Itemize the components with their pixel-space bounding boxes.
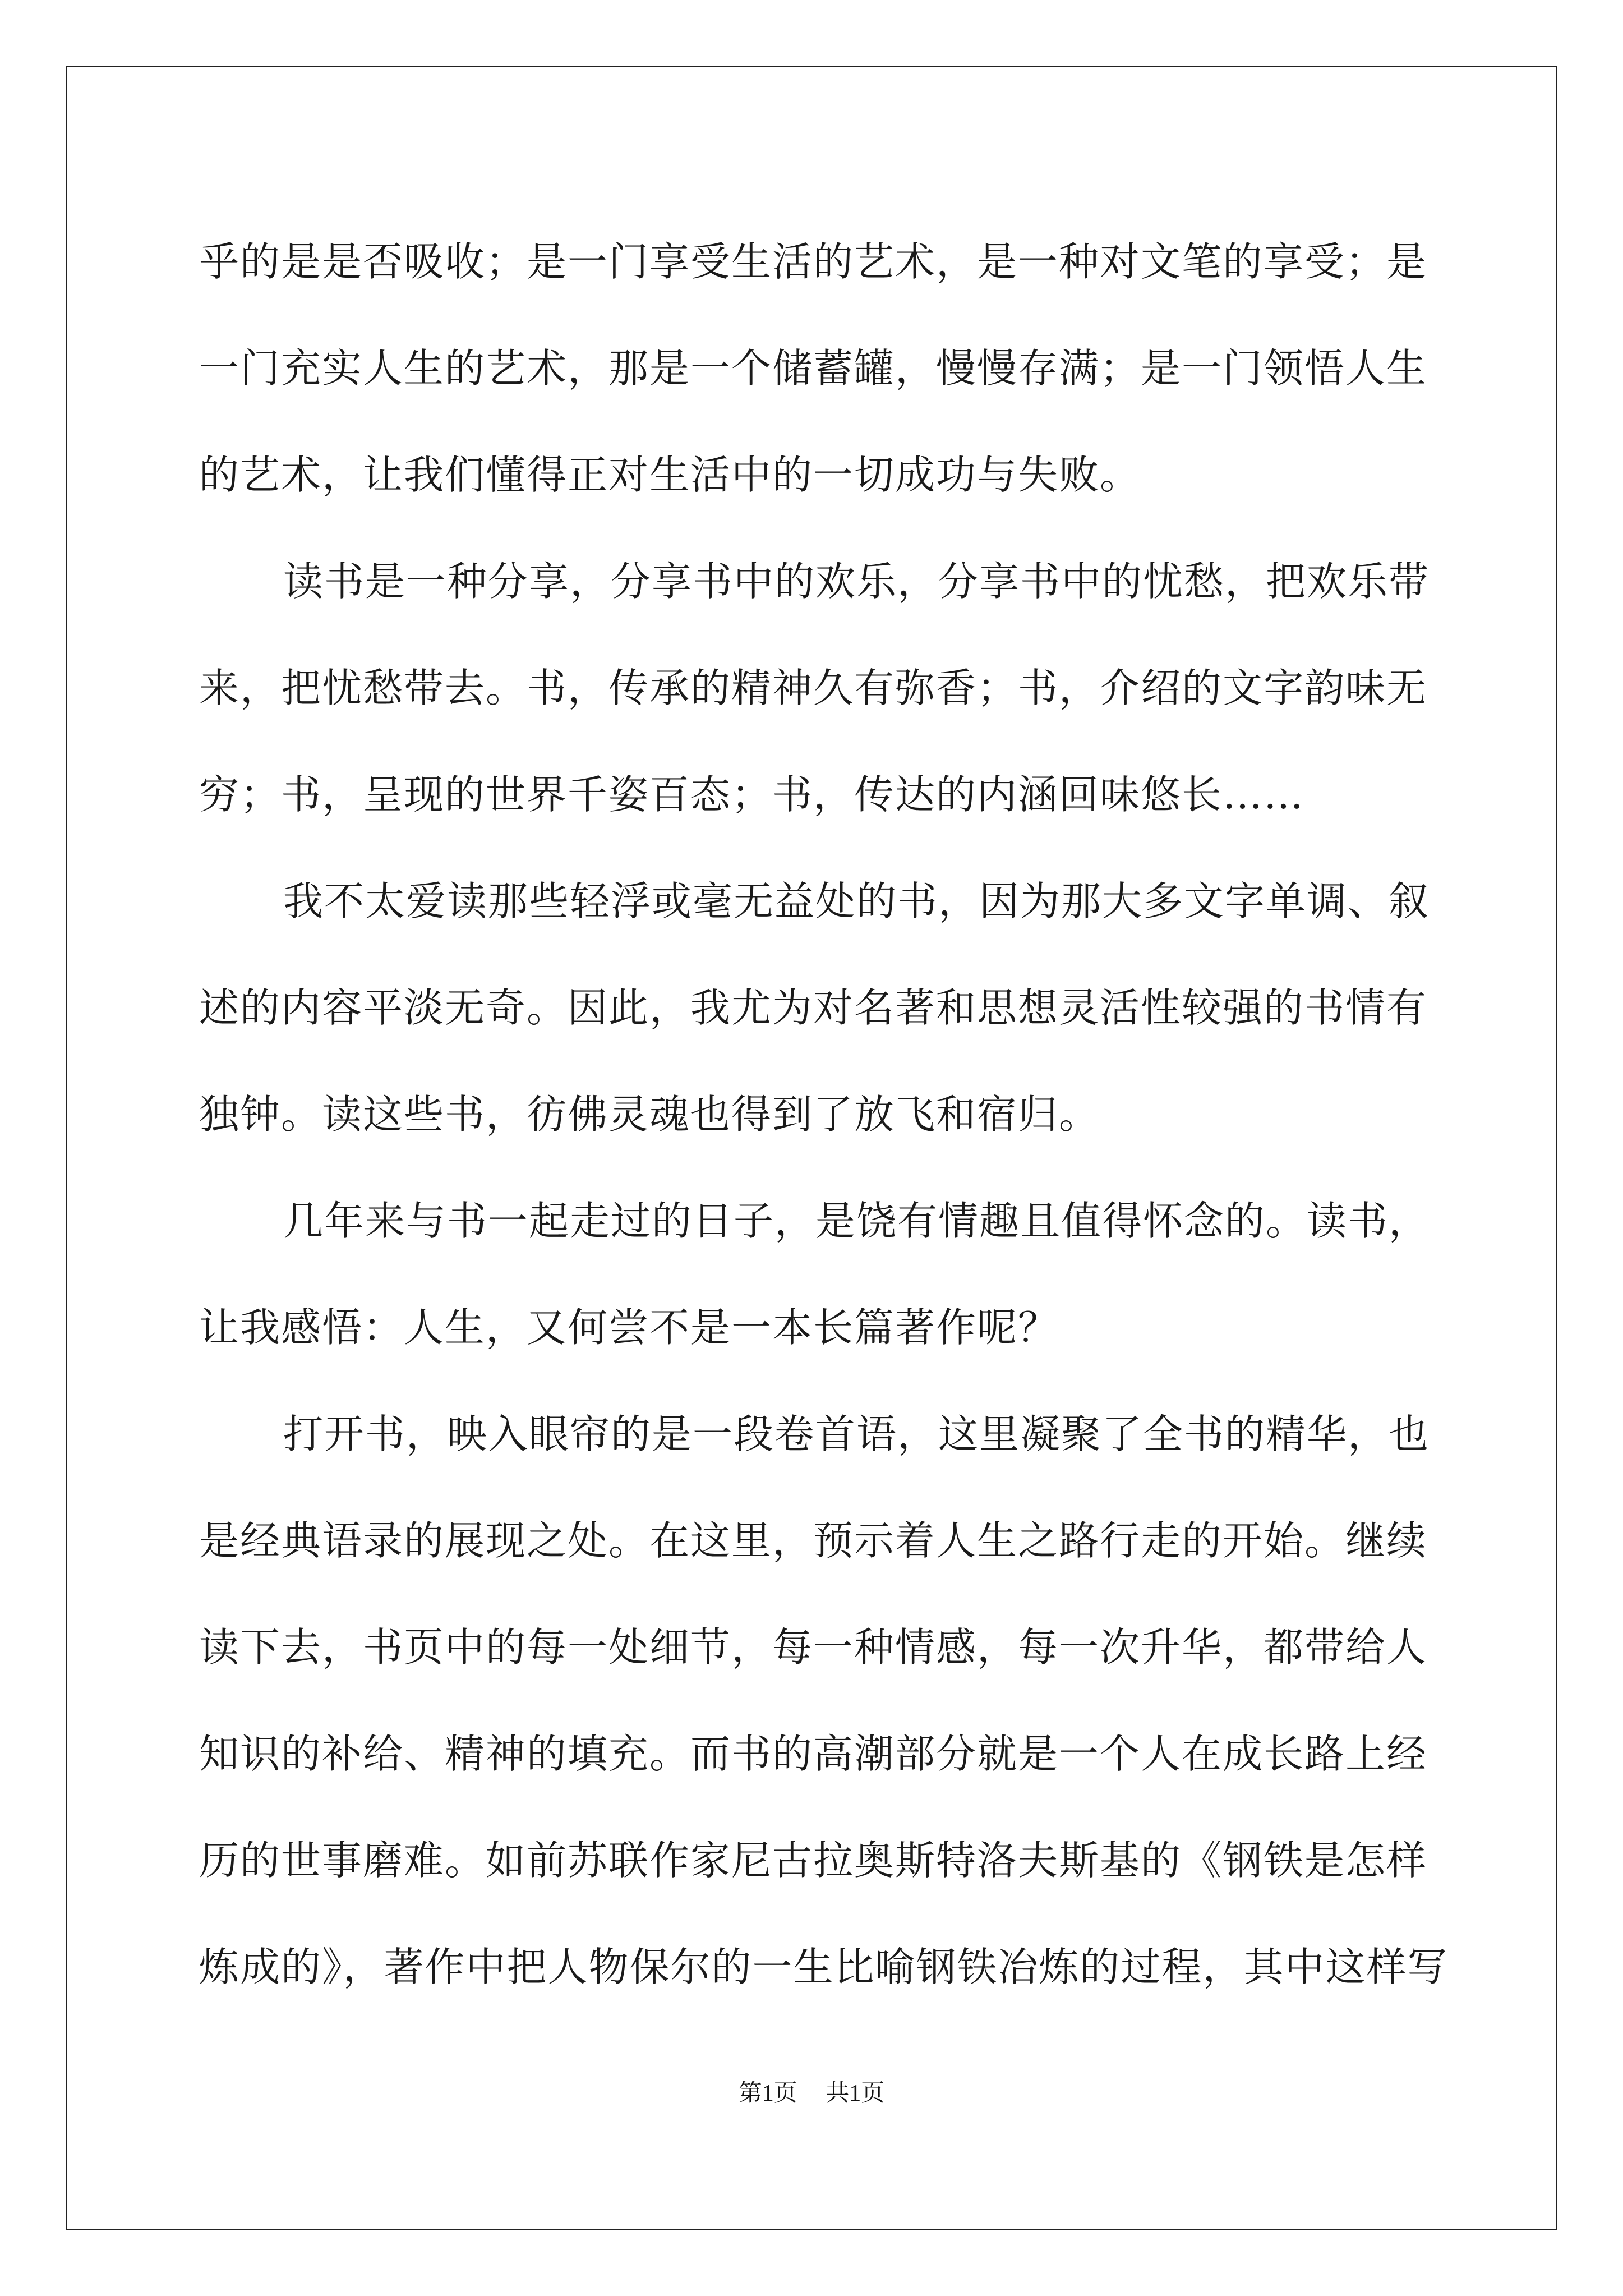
page-footer: [0, 2074, 1623, 2108]
text-line: 来，把忧愁带去。书，传承的精神久有弥香；书，介绍的文字韵味无: [199, 665, 1428, 711]
document-body: [199, 209, 1449, 2021]
text-line: 历的世事磨难。如前苏联作家尼古拉奥斯特洛夫斯基的《钢铁是怎样: [199, 1837, 1428, 1884]
paragraph-start-line: 读书是一种分享，分享书中的欢乐，分享书中的忧愁，把欢乐带: [283, 558, 1430, 605]
text-line: 炼成的》，著作中把人物保尔的一生比喻钢铁冶炼的过程，其中这样写: [199, 1944, 1449, 1990]
text-line: 独钟。读这些书，彷佛灵魂也得到了放飞和宿归。: [199, 1091, 1100, 1138]
page-number-total: 共1页: [826, 2081, 885, 2106]
text-line: 的艺术，让我们懂得正对生活中的一切成功与失败。: [199, 452, 1141, 498]
text-line: 知识的补给、精神的填充。而书的高潮部分就是一个人在成长路上经: [199, 1731, 1428, 1777]
paragraph-start-line: 打开书，映入眼帘的是一段卷首语，这里凝聚了全书的精华，也: [283, 1411, 1430, 1457]
text-line: 穷；书，呈现的世界千姿百态；书，传达的内涵回味悠长……: [199, 771, 1305, 818]
text-line: 让我感悟：人生，又何尝不是一本长篇著作呢？: [199, 1304, 1059, 1351]
paragraph-start-line: 几年来与书一起走过的日子，是饶有情趣且值得怀念的。读书，: [283, 1198, 1430, 1244]
text-line: 读下去，书页中的每一处细节，每一种情感，每一次升华，都带给人: [199, 1624, 1428, 1671]
page-number-current: 第1页: [738, 2081, 797, 2106]
text-line: 是经典语录的展现之处。在这里，预示着人生之路行走的开始。继续: [199, 1517, 1428, 1564]
text-line: 述的内容平淡无奇。因此，我尤为对名著和思想灵活性较强的书情有: [199, 984, 1428, 1031]
paragraph-start-line: 我不太爱读那些轻浮或毫无益处的书，因为那大多文字单调、叙: [283, 878, 1430, 924]
text-line: 一门充实人生的艺术，那是一个储蓄罐，慢慢存满；是一门领悟人生: [199, 345, 1428, 392]
text-line: 乎的是是否吸收；是一门享受生活的艺术，是一种对文笔的享受；是: [199, 238, 1428, 285]
